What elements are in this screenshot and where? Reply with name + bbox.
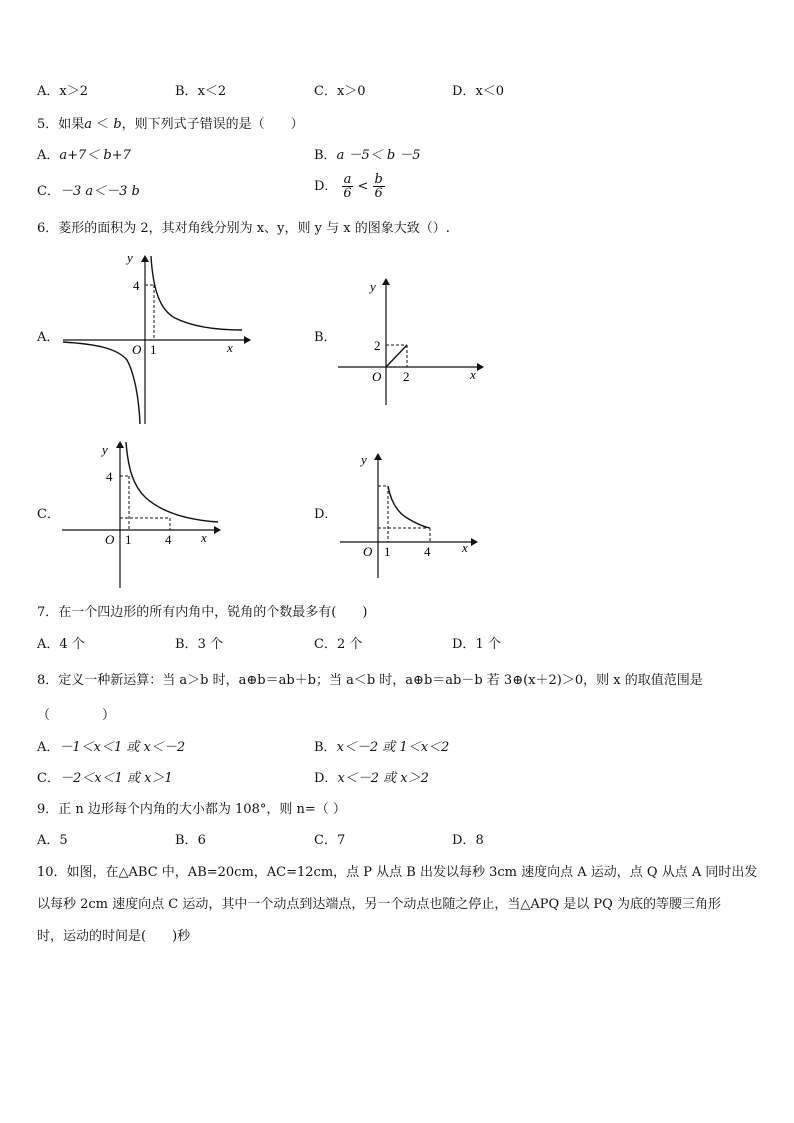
q6-graph-b bbox=[335, 275, 485, 407]
origin-label: O bbox=[372, 369, 382, 384]
q8-option-a: A．－1＜x＜1 或 x＜－2 bbox=[37, 740, 186, 755]
q8-stem: 8．定义一种新运算：当 a＞b 时，a⊕b＝ab＋b；当 a＜b 时，a⊕b＝ab－b 若 3⊕(x＋2)＞0，则 x 的取值范围是 bbox=[37, 673, 703, 688]
q6-graph-d bbox=[337, 450, 482, 580]
y-label: y bbox=[102, 442, 108, 457]
q8-option-d: D．x＜－2 或 x＞2 bbox=[314, 771, 429, 786]
q10-line-2: 以每秒 2cm 速度向点 C 运动，其中一个动点到达端点，另一个动点也随之停止，当△APQ 是以 PQ 为底的等腰三角形 bbox=[37, 897, 721, 912]
q6-stem: 6．菱形的面积为 2，其对角线分别为 x、y，则 y 与 x 的图象大致（）. bbox=[37, 221, 450, 236]
q8-answer-paren: （ ） bbox=[37, 708, 116, 723]
curve bbox=[126, 442, 218, 522]
hyperbola-branch-upper bbox=[151, 256, 242, 330]
q6-label-c: C． bbox=[37, 507, 60, 522]
q9-stem: 9．正 n 边形每个内角的大小都为 108°，则 n=（ ） bbox=[37, 802, 346, 817]
curve-segment bbox=[388, 486, 430, 528]
q9-option-d: D．8 bbox=[452, 833, 484, 848]
q5-option-c: C．－3 a＜－3 b bbox=[37, 184, 140, 199]
q10-line-3: 时，运动的时间是( )秒 bbox=[37, 929, 191, 944]
q7-option-c: C．2 个 bbox=[314, 637, 363, 652]
origin-label: O bbox=[132, 342, 142, 357]
tick-y: 4 bbox=[133, 278, 140, 293]
tick-y: 4 bbox=[106, 469, 113, 484]
origin-label: O bbox=[363, 544, 373, 559]
tick-x1: 1 bbox=[384, 544, 391, 559]
q7-stem: 7．在一个四边形的所有内角中，锐角的个数最多有( ) bbox=[37, 605, 368, 620]
tick-x: 1 bbox=[150, 342, 157, 357]
tick-x2: 4 bbox=[424, 544, 431, 559]
x-label: x bbox=[201, 530, 207, 545]
q6-label-b: B． bbox=[314, 330, 337, 345]
line-segment bbox=[386, 345, 407, 367]
y-label: y bbox=[127, 250, 133, 265]
fraction-a-over-6: $\frac{a}{6}$ bbox=[343, 172, 352, 201]
q7-option-a: A．4 个 bbox=[37, 637, 85, 652]
q8-option-b: B．x＜－2 或 1＜x＜2 bbox=[314, 740, 450, 755]
q6-label-a: A． bbox=[37, 330, 60, 345]
tick-x2: 4 bbox=[165, 532, 172, 547]
q6-label-d: D． bbox=[314, 507, 338, 522]
q5-option-b: B．a －5＜ b －5 bbox=[314, 148, 421, 163]
q7-option-b: B．3 个 bbox=[175, 637, 223, 652]
y-label: y bbox=[370, 279, 376, 294]
q10-line-1: 10．如图，在△ABC 中，AB=20cm，AC=12cm，点 P 从点 B 出发以每秒 3cm 速度向点 A 运动，点 Q 从点 A 同时出发 bbox=[37, 865, 758, 880]
q6-graph-c bbox=[58, 438, 223, 590]
q4-option-c: C．x＞0 bbox=[314, 84, 366, 99]
q9-option-c: C．7 bbox=[314, 833, 346, 848]
q6-graph-a bbox=[55, 250, 255, 428]
hyperbola-branch-lower bbox=[63, 342, 140, 424]
x-label: x bbox=[462, 540, 468, 555]
tick-x: 2 bbox=[403, 369, 410, 384]
q4-option-a: A．x＞2 bbox=[37, 84, 88, 99]
origin-label: O bbox=[105, 532, 115, 547]
y-label: y bbox=[361, 452, 367, 467]
q5-option-d: D． $\frac{a}{6}$ < $\frac{b}{6}$ bbox=[314, 172, 383, 201]
q9-option-a: A．5 bbox=[37, 833, 68, 848]
q5-stem: 5．如果a ＜ b，则下列式子错误的是（ ） bbox=[37, 117, 304, 132]
x-label: x bbox=[470, 367, 476, 382]
q4-option-d: D．x＜0 bbox=[452, 84, 505, 99]
tick-x1: 1 bbox=[125, 532, 132, 547]
q4-option-b: B．x＜2 bbox=[175, 84, 227, 99]
q9-option-b: B．6 bbox=[175, 833, 206, 848]
x-label: x bbox=[227, 340, 233, 355]
q8-option-c: C．－2＜x＜1 或 x＞1 bbox=[37, 771, 173, 786]
q7-option-d: D．1 个 bbox=[452, 637, 501, 652]
fraction-b-over-6: $\frac{b}{6}$ bbox=[374, 172, 383, 201]
tick-y: 2 bbox=[374, 338, 381, 353]
q5-option-a: A．a+7＜ b+7 bbox=[37, 148, 131, 163]
